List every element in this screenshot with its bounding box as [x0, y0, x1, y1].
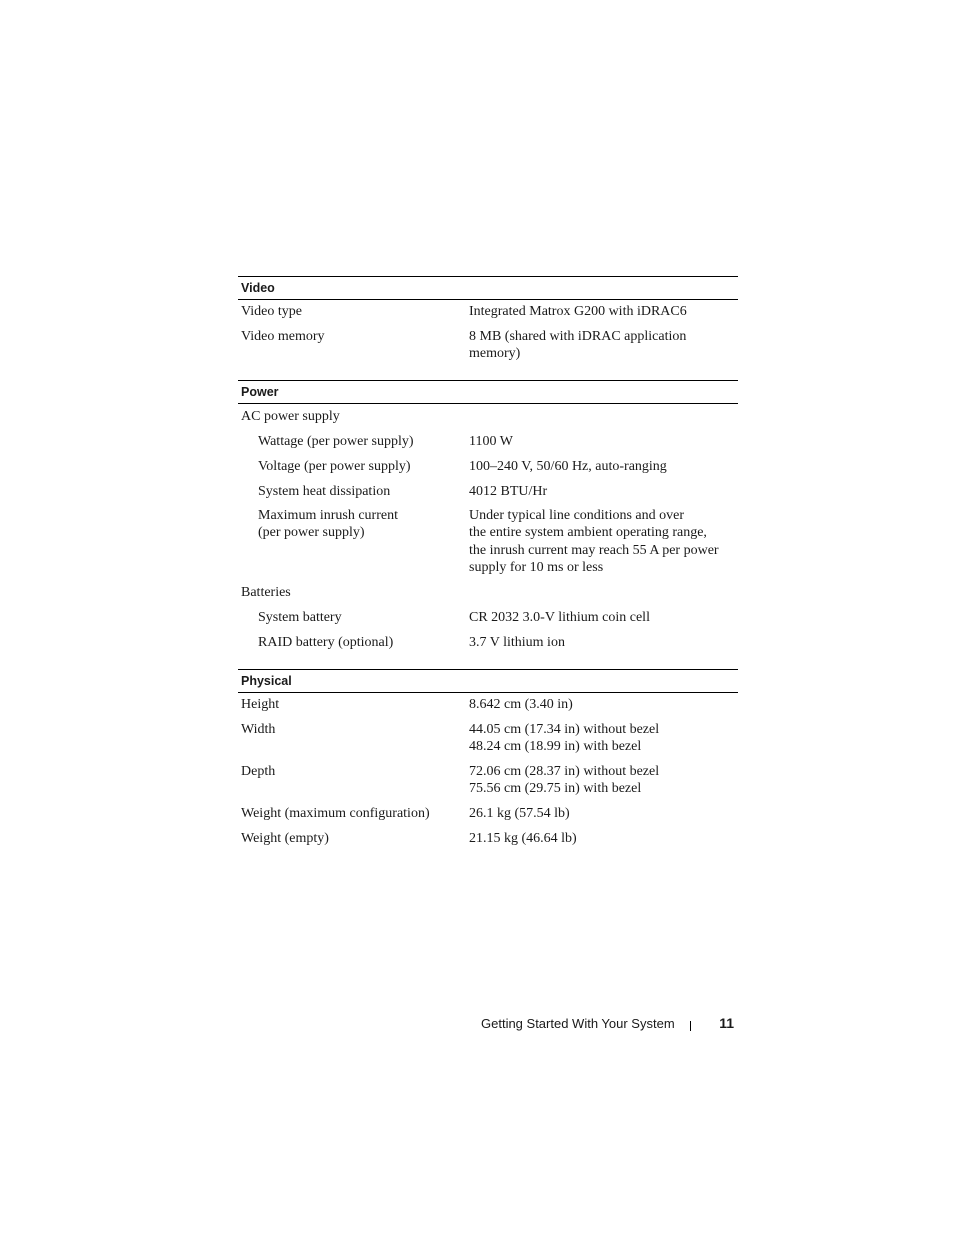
spec-label: System heat dissipation [258, 484, 391, 499]
spec-label: Voltage (per power supply) [258, 459, 411, 474]
footer-divider [690, 1021, 691, 1031]
spec-value: 1100 W [469, 434, 513, 449]
spec-value: 8 MB (shared with iDRAC application memory) [469, 329, 687, 362]
section-heading-video: Video [238, 276, 738, 300]
spec-value: CR 2032 3.0-V lithium coin cell [469, 610, 650, 625]
power-section [238, 380, 738, 404]
section-heading-power: Power [238, 380, 738, 404]
spec-label: Wattage (per power supply) [258, 434, 414, 449]
section-heading-physical: Physical [238, 669, 738, 693]
spec-value: 3.7 V lithium ion [469, 635, 565, 650]
spec-label: Weight (maximum configuration) [241, 806, 430, 821]
spec-value: 26.1 kg (57.54 lb) [469, 806, 570, 821]
spec-label: Video memory [241, 329, 325, 344]
spec-label: Weight (empty) [241, 831, 329, 846]
spec-value: Under typical line conditions and over the entire system ambient operating range, the inrush current may reach 55 A per power supply for 10 ms or less [469, 508, 719, 575]
video-section [238, 276, 738, 300]
spec-value: 44.05 cm (17.34 in) without bezel 48.24 cm (18.99 in) with bezel [469, 722, 660, 755]
spec-value: 8.642 cm (3.40 in) [469, 697, 573, 712]
spec-value: 4012 BTU/Hr [469, 484, 548, 499]
spec-label: Depth [241, 764, 276, 779]
spec-label: Batteries [241, 585, 291, 600]
spec-value: 21.15 kg (46.64 lb) [469, 831, 577, 846]
spec-label: Width [241, 722, 276, 737]
spec-label: Height [241, 697, 280, 712]
spec-label: Video type [241, 304, 302, 319]
spec-value: Integrated Matrox G200 with iDRAC6 [469, 304, 687, 319]
spec-label: AC power supply [241, 409, 340, 424]
page-footer [481, 1015, 737, 1035]
spec-label: Maximum inrush current (per power supply) [258, 508, 398, 541]
footer-title: Getting Started With Your System [481, 1016, 675, 1031]
spec-value: 100–240 V, 50/60 Hz, auto-ranging [469, 459, 667, 474]
spec-label: RAID battery (optional) [258, 635, 394, 650]
physical-section [238, 669, 738, 693]
spec-label: System battery [258, 610, 342, 625]
page-number: 11 [719, 1015, 734, 1031]
spec-value: 72.06 cm (28.37 in) without bezel 75.56 cm (29.75 in) with bezel [469, 764, 660, 797]
